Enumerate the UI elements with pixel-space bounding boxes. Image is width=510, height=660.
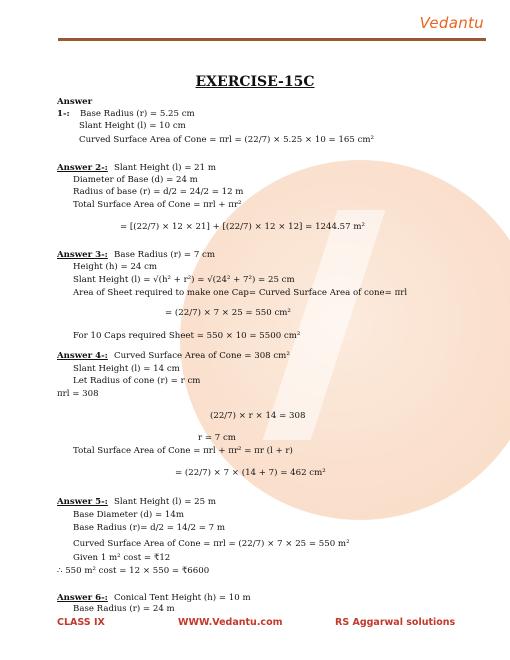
answer-5-line-5: Given 1 m² cost = ₹12	[73, 553, 171, 563]
answer-2-line-5: = [(22/7) × 12 × 21] + [(22/7) × 12 × 12] = 1244.57 m²	[120, 222, 365, 232]
footer-website-link[interactable]: WWW.Vedantu.com	[178, 617, 283, 628]
header-rule	[58, 38, 486, 41]
answer-3-line-3: Slant Height (l) = √(h² + r²) = √(24² + 7²) = 25 cm	[73, 275, 295, 285]
answer-2-line-1: Slant Height (l) = 21 m	[114, 163, 216, 173]
answer-1-line-3: Curved Surface Area of Cone = πrl = (22/7) × 5.25 × 10 = 165 cm²	[79, 135, 375, 145]
answer-4-line-2: Slant Height (l) = 14 cm	[73, 364, 180, 374]
answer-1-line-2: Slant Height (l) = 10 cm	[79, 121, 186, 131]
answer-1-line-1: Base Radius (r) = 5.25 cm	[80, 109, 195, 119]
answer-6-label: Answer 6-:	[57, 593, 108, 603]
answer-3-line-6: For 10 Caps required Sheet = 550 × 10 = 5500 cm²	[73, 331, 301, 341]
answer-3-line-1: Base Radius (r) = 7 cm	[114, 250, 216, 260]
answer-2-line-3: Radius of base (r) = d/2 = 24/2 = 12 m	[73, 187, 244, 197]
vedantu-logo: Vedantu	[419, 14, 484, 32]
answer-3-line-2: Height (h) = 24 cm	[73, 262, 158, 272]
footer-book-title: RS Aggarwal solutions	[335, 617, 456, 628]
answer-6-line-2: Base Radius (r) = 24 m	[73, 604, 175, 614]
answer-heading: Answer	[57, 97, 93, 107]
answer-5-line-3: Base Radius (r)= d/2 = 14/2 = 7 m	[73, 523, 225, 533]
answer-6-line-1: Conical Tent Height (h) = 10 m	[114, 593, 251, 603]
answer-3-line-4: Area of Sheet required to make one Cap= Curved Surface Area of cone= πrl	[73, 288, 408, 298]
answer-2-line-4: Total Surface Area of Cone = πrl + πr²	[73, 200, 242, 210]
answer-3-line-5: = (22/7) × 7 × 25 = 550 cm²	[165, 308, 291, 318]
answer-3-label: Answer 3-:	[57, 250, 108, 260]
answer-5-line-1: Slant Height (l) = 25 m	[114, 497, 216, 507]
answer-4-line-6: r = 7 cm	[198, 433, 236, 443]
answer-4-line-1: Curved Surface Area of Cone = 308 cm²	[114, 351, 290, 361]
answer-5-line-6: ∴ 550 m² cost = 12 × 550 = ₹6600	[57, 566, 210, 576]
answer-5-line-4: Curved Surface Area of Cone = πrl = (22/7) × 7 × 25 = 550 m²	[73, 539, 350, 549]
answer-4-label: Answer 4-:	[57, 351, 108, 361]
answer-4-line-5: (22/7) × r × 14 = 308	[210, 411, 306, 421]
footer-class: CLASS IX	[57, 617, 105, 628]
answer-1-label: 1-:	[57, 109, 70, 119]
answer-2-line-2: Diameter of Base (d) = 24 m	[73, 175, 198, 185]
page-title: EXERCISE-15C	[195, 74, 315, 90]
answer-4-line-3: Let Radius of cone (r) = r cm	[73, 376, 201, 386]
answer-4-line-8: = (22/7) × 7 × (14 + 7) = 462 cm²	[175, 468, 326, 478]
answer-5-label: Answer 5-:	[57, 497, 108, 507]
answer-5-line-2: Base Diameter (d) = 14m	[73, 510, 184, 520]
answer-4-line-4: πrl = 308	[57, 389, 99, 399]
answer-2-label: Answer 2-:	[57, 163, 108, 173]
answer-4-line-7: Total Surface Area of Cone = πrl + πr² = πr (l + r)	[73, 446, 293, 456]
